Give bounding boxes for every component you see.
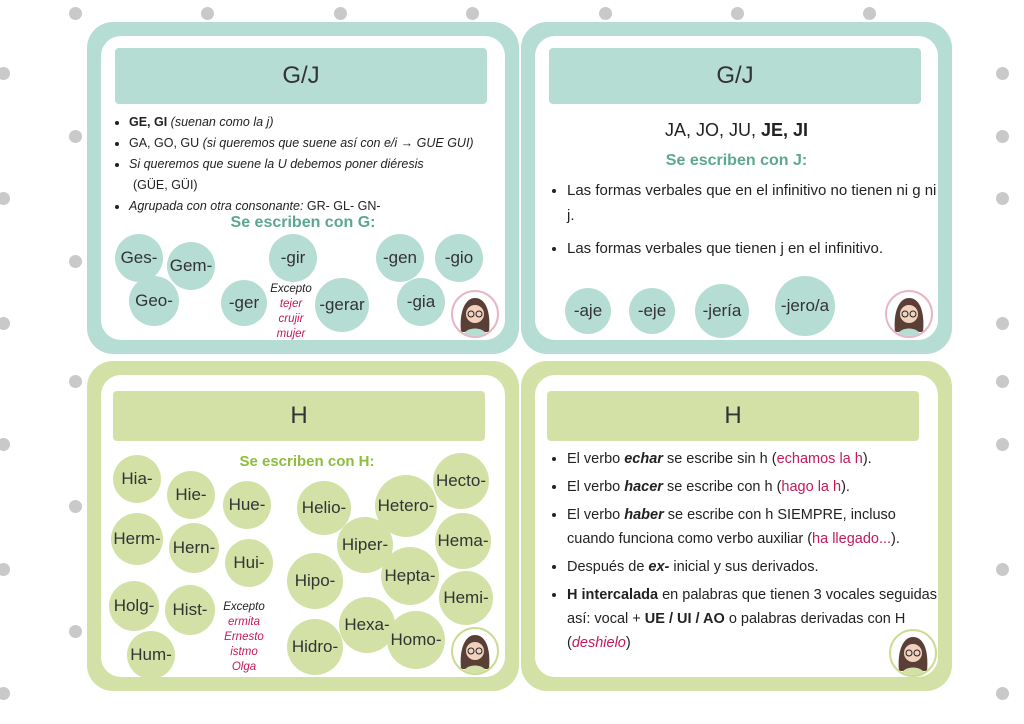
card-title: G/J [716,62,754,89]
avatar [889,629,937,677]
list-item: • Agrupada con otra consonante: GR- GL- GN- [129,196,525,217]
list-item: • El verbo hacer se escribe con h (hago la h). [567,475,943,499]
list-item: • El verbo echar se escribe sin h (echamos la h). [567,447,943,471]
suffix-circle: Geo- [129,276,179,326]
prefix-circle: Hia- [113,455,161,503]
prefix-circle: Helio- [297,481,351,535]
prefix-circle: Hum- [127,631,175,679]
card-title: G/J [282,62,320,89]
subtitle: Se escriben con G: [230,214,376,231]
list-item: • Si queremos que suene la U debemos poner diéresis (GÜE, GÜI) [129,154,525,196]
card-title: H [290,402,308,429]
card-title-banner [549,48,921,104]
prefix-circle: Hue- [223,481,271,529]
card-h-rules [521,361,952,691]
card-title-banner [113,391,485,441]
prefix-circle: Hie- [167,471,215,519]
prefix-circle: Hiper- [337,517,393,573]
prefix-circle: Hemi- [439,571,493,625]
list-item: • GE, GI (suenan como la j) [129,112,525,133]
card-title-banner [115,48,487,104]
card-body [535,375,938,677]
card-body [101,375,505,677]
prefix-circle: Hui- [225,539,273,587]
rules-list [113,112,525,217]
subtitle: Se escriben con H: [239,453,375,470]
list-item: • Después de ex- inicial y sus derivados. [567,555,943,579]
prefix-circle: Hist- [165,585,215,635]
card-body [535,36,938,340]
exceptions: Excepto tejer crujir mujer [270,283,312,340]
prefix-circle: Hepta- [381,547,439,605]
suffix-circle: -gen [376,234,424,282]
suffix-circle: -gio [435,234,483,282]
list-item: • Las formas verbales que tienen j en el infinitivo. [567,236,947,261]
card-body [101,36,505,340]
list-item: • Las formas verbales que en el infinitivo no tienen ni g ni j. [567,178,947,228]
suffix-circle: -gir [269,234,317,282]
card-gj-j [521,22,952,354]
prefix-circle: Hipo- [287,553,343,609]
prefix-circle: Herm- [111,513,163,565]
suffix-circle: -jero/a [775,276,835,336]
suffix-circle: -ger [221,280,267,326]
card-title-banner [547,391,919,441]
prefix-circle: Homo- [387,611,445,669]
card-gj-g [87,22,519,354]
prefix-circle: Holg- [109,581,159,631]
suffix-circle: -gia [397,278,445,326]
subtitle: Se escriben con J: [665,152,808,169]
suffix-circle: -eje [629,288,675,334]
exceptions: Excepto ermita Ernesto istmo Olga [223,601,265,673]
rules-list [551,447,943,659]
suffix-circle: -gerar [315,278,369,332]
list-item: • GA, GO, GU (si queremos que suene así con e/i → GUE GUI) [129,133,525,154]
suffix-circle: Ges- [115,234,163,282]
avatar [885,290,933,338]
list-item: • H intercalada en palabras que tienen 3 vocales seguidas así: vocal + UE / UI / AO o palabras derivadas con H (deshielo) [567,583,943,655]
suffix-circle: -aje [565,288,611,334]
avatar [451,627,499,675]
prefix-circle: Hecto- [433,453,489,509]
avatar [451,290,499,338]
card-h-prefixes [87,361,519,691]
prefix-circle: Hetero- [375,475,437,537]
rules-list [551,178,947,269]
prefix-circle: Hema- [435,513,491,569]
headline: JA, JO, JU, JE, JI [664,120,809,140]
prefix-circle: Hern- [169,523,219,573]
prefix-circle: Hexa- [339,597,395,653]
prefix-circle: Hidro- [287,619,343,675]
card-title: H [724,402,742,429]
suffix-circle: -jería [695,284,749,338]
list-item: • El verbo haber se escribe con h SIEMPRE, incluso cuando funciona como verbo auxiliar (ha llegado...). [567,503,943,551]
suffix-circle: Gem- [167,242,215,290]
